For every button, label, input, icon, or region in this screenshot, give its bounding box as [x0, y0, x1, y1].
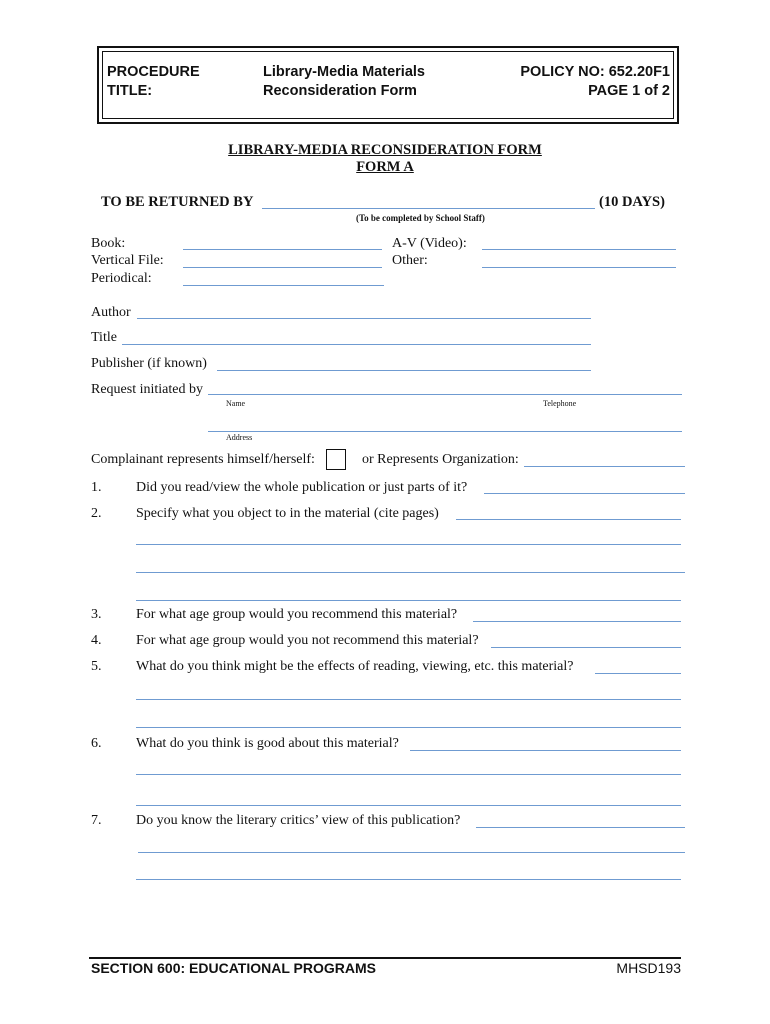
request-address-field[interactable] — [208, 431, 682, 432]
procedure-title-line1: Library-Media Materials — [263, 64, 425, 80]
complainant-label: Complainant represents himself/herself: — [91, 452, 315, 467]
policy-info — [520, 63, 670, 101]
question-5-answer[interactable] — [595, 673, 681, 674]
days-label: (10 DAYS) — [599, 194, 665, 210]
question-6-answer-line[interactable] — [136, 774, 681, 775]
question-4-answer[interactable] — [491, 647, 681, 648]
organization-field[interactable] — [524, 466, 685, 467]
other-label: Other: — [392, 253, 428, 268]
organization-label: or Represents Organization: — [362, 452, 519, 467]
question-number: 5. — [91, 659, 102, 674]
question-number: 2. — [91, 506, 102, 521]
footer-code: MHSD193 — [616, 960, 681, 976]
av-video-field[interactable] — [482, 249, 676, 250]
himself-herself-checkbox[interactable] — [326, 449, 346, 470]
author-label: Author — [91, 305, 131, 320]
publisher-label: Publisher (if known) — [91, 356, 207, 371]
av-video-label: A-V (Video): — [392, 236, 467, 251]
title-field[interactable] — [122, 344, 591, 345]
procedure-label — [107, 63, 200, 101]
question-5-answer-line[interactable] — [136, 699, 681, 700]
returned-by-label: TO BE RETURNED BY — [101, 194, 254, 210]
question-number: 7. — [91, 813, 102, 828]
question-1-answer[interactable] — [484, 493, 685, 494]
footer-section: SECTION 600: EDUCATIONAL PROGRAMS — [91, 960, 376, 976]
book-label: Book: — [91, 236, 126, 251]
author-field[interactable] — [137, 318, 591, 319]
question-2-answer-line[interactable] — [136, 572, 685, 573]
vertical-file-field[interactable] — [183, 267, 382, 268]
procedure-title-line2: Reconsideration Form — [263, 83, 417, 99]
question-text: What do you think is good about this material? — [136, 736, 399, 751]
policy-number: POLICY NO: 652.20F1 — [520, 64, 670, 80]
question-text: What do you think might be the effects of reading, viewing, etc. this material? — [136, 659, 574, 674]
question-number: 6. — [91, 736, 102, 751]
footer-rule — [89, 957, 681, 959]
question-number: 3. — [91, 607, 102, 622]
page-number: PAGE 1 of 2 — [588, 83, 670, 99]
request-label: Request initiated by — [91, 382, 203, 397]
form-title: LIBRARY-MEDIA RECONSIDERATION FORM — [228, 142, 542, 158]
form-subtitle: FORM A — [356, 159, 414, 175]
question-2-answer-line[interactable] — [136, 544, 681, 545]
question-5-answer-line[interactable] — [136, 727, 681, 728]
question-3-answer[interactable] — [473, 621, 681, 622]
question-7-answer-line[interactable] — [136, 879, 681, 880]
question-number: 4. — [91, 633, 102, 648]
other-field[interactable] — [482, 267, 676, 268]
procedure-label-line2: TITLE: — [107, 83, 153, 99]
staff-note: (To be completed by School Staff) — [356, 213, 485, 223]
question-7-answer[interactable] — [476, 827, 685, 828]
procedure-label-line1: PROCEDURE — [107, 64, 200, 80]
name-caption: Name — [226, 399, 246, 408]
question-2-answer-line[interactable] — [136, 600, 681, 601]
publisher-field[interactable] — [217, 370, 591, 371]
question-text: For what age group would you recommend this material? — [136, 607, 458, 622]
question-text: Specify what you object to in the material (cite pages) — [136, 506, 439, 521]
question-7-answer-line[interactable] — [138, 852, 685, 853]
procedure-title — [263, 63, 425, 101]
book-field[interactable] — [183, 249, 382, 250]
telephone-caption: Telephone — [543, 399, 577, 408]
returned-by-field[interactable] — [262, 208, 595, 209]
vertical-file-label: Vertical File: — [91, 253, 164, 268]
form-heading — [0, 142, 770, 176]
question-text: Did you read/view the whole publication or just parts of it? — [136, 480, 468, 495]
address-caption: Address — [226, 433, 253, 442]
periodical-field[interactable] — [183, 285, 384, 286]
question-2-answer[interactable] — [456, 519, 681, 520]
request-name-field[interactable] — [208, 394, 682, 395]
question-6-answer[interactable] — [410, 750, 681, 751]
periodical-label: Periodical: — [91, 271, 152, 286]
question-text: Do you know the literary critics’ view of this publication? — [136, 813, 461, 828]
question-6-answer-line[interactable] — [136, 805, 681, 806]
question-number: 1. — [91, 480, 102, 495]
title-label: Title — [91, 330, 117, 345]
question-text: For what age group would you not recommend this material? — [136, 633, 479, 648]
